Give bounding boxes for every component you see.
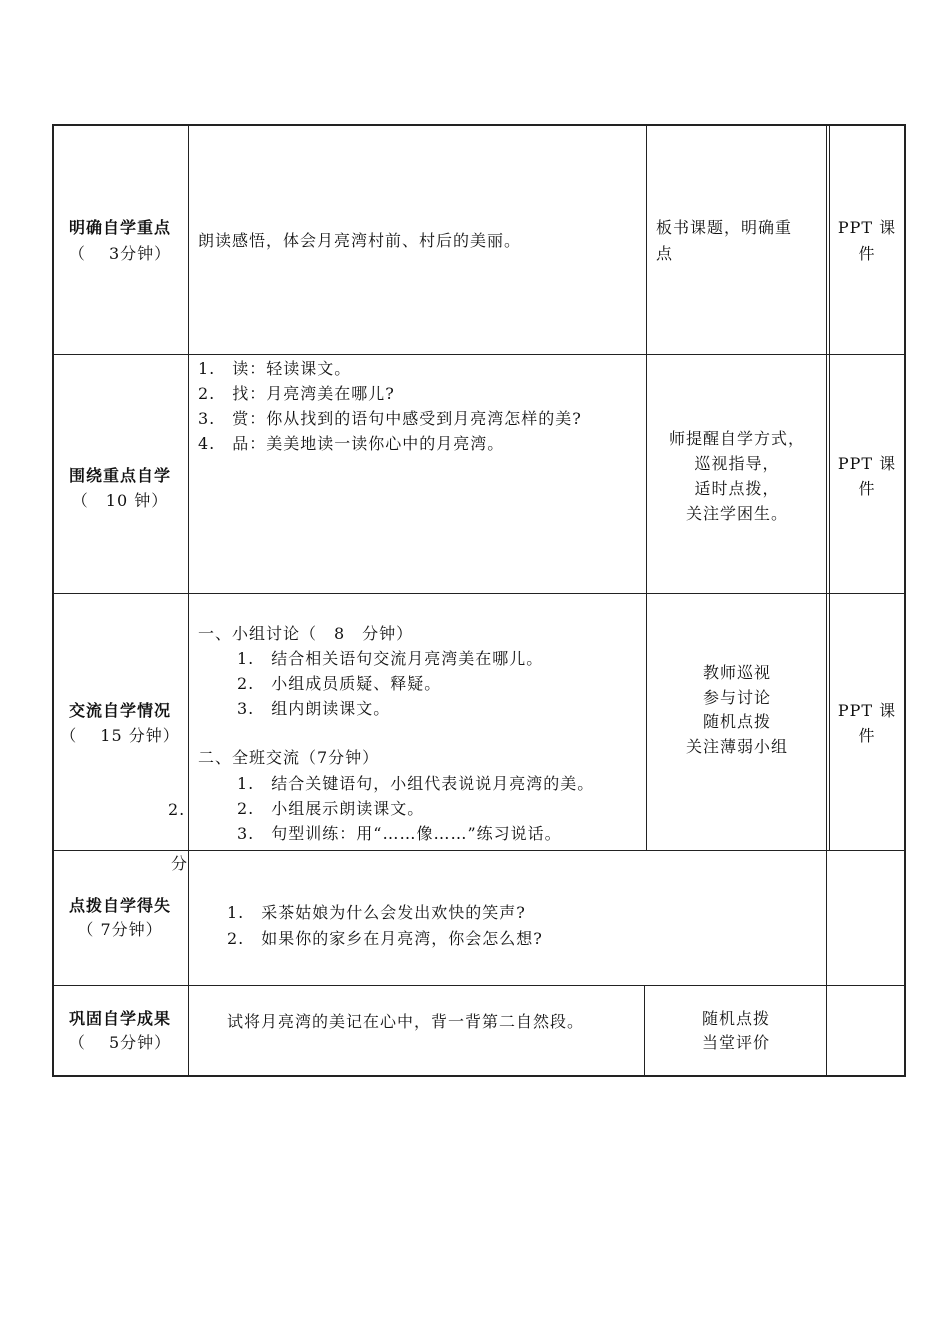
table-border-left xyxy=(52,124,54,1077)
resource-line: 件 xyxy=(858,244,876,263)
row-divider-1 xyxy=(52,354,906,355)
content-line: 试将月亮湾的美记在心中，背一背第二自然段。 xyxy=(227,1012,585,1031)
teacher-note-line: 当堂评价 xyxy=(701,1033,770,1052)
row-divider-2 xyxy=(52,593,906,594)
teacher-note-line: 巡视指导， xyxy=(694,454,780,473)
resource-line: 件 xyxy=(858,479,876,498)
content-line: 1. 读：轻读课文。 xyxy=(198,359,352,378)
column-divider-resource-a xyxy=(826,124,827,851)
content-line: 2. 小组展示朗读课文。 xyxy=(237,799,425,818)
teacher-note-line: 适时点拨， xyxy=(694,479,780,498)
stage-time: （ 15 分钟） xyxy=(60,726,180,745)
stage-label: 围绕重点自学 xyxy=(68,466,171,485)
stage-time: （ 7分钟） xyxy=(77,920,163,939)
column-divider-resource-b xyxy=(826,850,827,1077)
stray-number: 2. xyxy=(168,800,186,819)
teacher-note-line: 师提醒自学方式， xyxy=(668,429,805,448)
stage-label: 点拨自学得失 xyxy=(68,896,171,915)
stage-label: 交流自学情况 xyxy=(68,701,171,720)
teacher-note-line: 点 xyxy=(656,244,674,263)
content-line: 3. 句型训练：用“……像……”练习说话。 xyxy=(237,824,562,843)
teacher-note-line: 随机点拨 xyxy=(701,1009,770,1028)
stage-time: （ 5分钟） xyxy=(68,1033,172,1052)
teacher-note-line: 关注薄弱小组 xyxy=(685,737,788,756)
column-divider-teacher-b xyxy=(644,985,645,1077)
table-border-top xyxy=(52,124,906,126)
content-line: 2. 找：月亮湾美在哪儿? xyxy=(198,384,395,403)
content-line: 3. 组内朗读课文。 xyxy=(237,699,391,718)
teacher-note-line: 随机点拨 xyxy=(702,712,771,731)
teacher-note-line: 参与讨论 xyxy=(702,688,771,707)
stage-time: （ 10 钟） xyxy=(71,491,169,510)
stage-label: 明确自学重点 xyxy=(68,218,171,237)
column-divider-resource-a2 xyxy=(829,124,830,851)
content-line: 2. 小组成员质疑、释疑。 xyxy=(237,674,442,693)
content-line: 朗读感悟，体会月亮湾村前、村后的美丽。 xyxy=(198,231,522,250)
table-border-right xyxy=(904,124,906,1077)
section-heading: 一、小组讨论（ 8 分钟） xyxy=(198,624,414,643)
content-line: 1. 结合关键语句，小组代表说说月亮湾的美。 xyxy=(237,774,595,793)
stage-label: 巩固自学成果 xyxy=(68,1009,171,1028)
content-line: 3. 赏：你从找到的语句中感受到月亮湾怎样的美? xyxy=(198,409,582,428)
resource-line: 件 xyxy=(858,726,876,745)
stage-time: （ 3分钟） xyxy=(68,244,172,263)
content-line: 2. 如果你的家乡在月亮湾，你会怎么想? xyxy=(227,929,543,948)
stray-char: 分 xyxy=(171,854,189,873)
row-divider-4 xyxy=(52,985,906,986)
column-divider-stage xyxy=(188,124,189,1077)
column-divider-teacher-a xyxy=(646,124,647,851)
resource-line: PPT 课 xyxy=(837,218,897,237)
resource-line: PPT 课 xyxy=(837,701,897,720)
teacher-note-line: 教师巡视 xyxy=(702,663,771,682)
content-line: 1. 采茶姑娘为什么会发出欢快的笑声? xyxy=(227,903,526,922)
section-heading: 二、全班交流（7分钟） xyxy=(198,748,380,767)
table-border-bottom xyxy=(52,1075,906,1077)
row-divider-3 xyxy=(52,850,906,851)
content-line: 1. 结合相关语句交流月亮湾美在哪儿。 xyxy=(237,649,544,668)
content-line: 4. 品：美美地读一读你心中的月亮湾。 xyxy=(198,434,505,453)
resource-line: PPT 课 xyxy=(837,454,897,473)
teacher-note-line: 板书课题，明确重 xyxy=(656,218,793,237)
teacher-note-line: 关注学困生。 xyxy=(685,504,788,523)
